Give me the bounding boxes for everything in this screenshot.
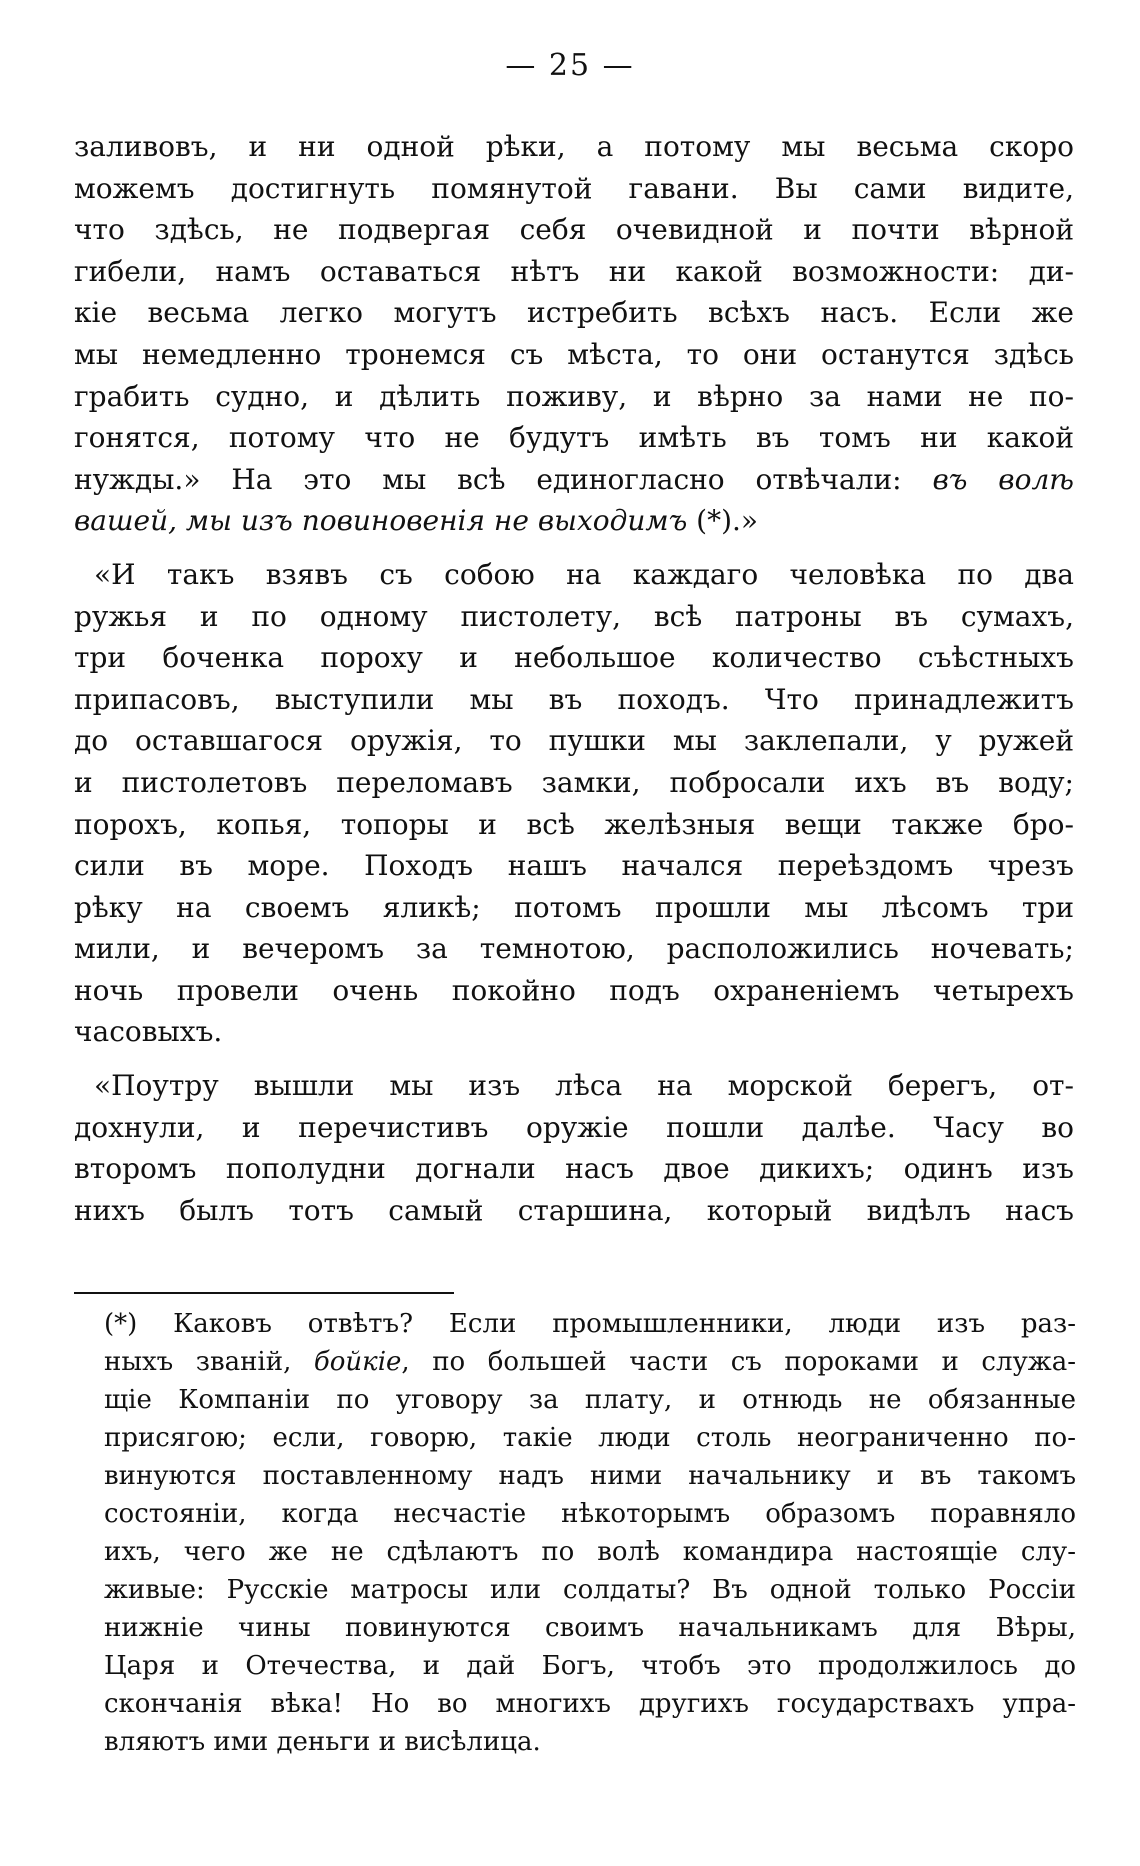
footnote-line: присягою; если, говорю, такіе люди столь неограниченно по-: [104, 1423, 1076, 1453]
italic-segment: бойкіе: [313, 1347, 402, 1377]
text-line: рѣку на своемъ яликѣ; потомъ прошли мы лѣсомъ три: [74, 890, 1074, 924]
text-line: гонятся, потому что не будутъ имѣть въ томъ ни какой: [74, 421, 1074, 455]
text-line: мы немедленно тронемся съ мѣста, то они останутся здѣсь: [74, 337, 1074, 371]
text-segment: ныхъ званій,: [104, 1347, 314, 1377]
text-line: можемъ достигнуть помянутой гавани. Вы сами видите,: [74, 171, 1074, 205]
footnote: [104, 1305, 1076, 1761]
text-segment: нужды.» На это мы всѣ единогласно отвѣчали:: [74, 462, 902, 496]
text-line: гибели, намъ оставаться нѣтъ ни какой возможности: ди-: [74, 254, 1074, 288]
main-text: [74, 126, 1074, 1231]
text-line: нихъ былъ тотъ самый старшина, который видѣлъ насъ: [74, 1193, 1074, 1227]
text-segment: , по большей части съ пороками и служа-: [401, 1347, 1076, 1377]
text-line: часовыхъ.: [74, 1015, 223, 1049]
footnote-line: вляютъ ими деньги и висѣлица.: [104, 1727, 541, 1757]
text-line: порохъ, копья, топоры и всѣ желѣзныя вещи также бро-: [74, 807, 1074, 841]
page-number: — 25 —: [505, 48, 635, 83]
text-line: до оставшагося оружія, то пушки мы заклепали, у ружей: [74, 724, 1074, 758]
text-line: ружья и по одному пистолету, всѣ патроны въ сумахъ,: [74, 599, 1074, 633]
text-line: ночь провели очень покойно подъ охраненіемъ четырехъ: [74, 973, 1074, 1007]
text-line: припасовъ, выступили мы въ походъ. Что принадлежитъ: [74, 682, 1074, 716]
text-segment: (*).»: [687, 504, 759, 538]
paragraph-1: [74, 126, 1074, 542]
text-line: «Поутру вышли мы изъ лѣса на морской берегъ, от-: [94, 1069, 1074, 1103]
text-line: и пистолетовъ переломавъ замки, побросали ихъ въ воду;: [74, 765, 1074, 799]
footnote-line: ихъ, чего же не сдѣлаютъ по волѣ командира настоящіе слу-: [104, 1537, 1076, 1567]
text-line: кіе весьма легко могутъ истребить всѣхъ насъ. Если же: [74, 296, 1074, 330]
footnote-line: [104, 1343, 1076, 1381]
text-line: второмъ пополудни догнали насъ двое дикихъ; одинъ изъ: [74, 1152, 1074, 1186]
footnote-line: состояніи, когда несчастіе нѣкоторымъ образомъ поравняло: [104, 1499, 1076, 1529]
text-line: сили въ море. Походъ нашъ начался переѣздомъ чрезъ: [74, 849, 1074, 883]
italic-segment: въ волѣ: [932, 462, 1074, 496]
text-line: мили, и вечеромъ за темнотою, расположились ночевать;: [74, 932, 1074, 966]
text-line: дохнули, и перечистивъ оружіе пошли далѣе. Часу во: [74, 1110, 1074, 1144]
text-line: три боченка пороху и небольшое количество съѣстныхъ: [74, 641, 1074, 675]
text-line: «И такъ взявъ съ собою на каждаго человѣка по два: [94, 557, 1074, 591]
paragraph-2: [74, 554, 1074, 1053]
footnote-line: Царя и Отечества, и дай Богъ, чтобъ это продолжилось до: [104, 1651, 1076, 1681]
text-line: [74, 459, 1074, 501]
footnote-line: винуются поставленному надъ ними начальнику и въ такомъ: [104, 1461, 1076, 1491]
text-line: заливовъ, и ни одной рѣки, а потому мы весьма скоро: [74, 130, 1074, 163]
footnote-line: щіе Компаніи по уговору за плату, и отнюдь не обязанные: [104, 1385, 1076, 1415]
text-line: грабить судно, и дѣлить поживу, и вѣрно за нами не по-: [74, 379, 1074, 413]
footnote-line: (*) Каковъ отвѣтъ? Если промышленники, люди изъ раз-: [104, 1309, 1076, 1339]
text-line: что здѣсь, не подвергая себя очевидной и почти вѣрной: [74, 213, 1074, 247]
footnote-line: скончанія вѣка! Но во многихъ другихъ государствахъ упра-: [104, 1689, 1076, 1719]
text-line: [74, 500, 1074, 542]
footnote-line: нижніе чины повинуются своимъ начальникамъ для Вѣры,: [104, 1613, 1076, 1643]
footnote-divider: [74, 1292, 454, 1294]
paragraph-3: [74, 1065, 1074, 1231]
footnote-line: живые: Русскіе матросы или солдаты? Въ одной только Россіи: [104, 1575, 1076, 1605]
italic-segment: вашей, мы изъ повиновенія не выходимъ: [74, 504, 688, 538]
